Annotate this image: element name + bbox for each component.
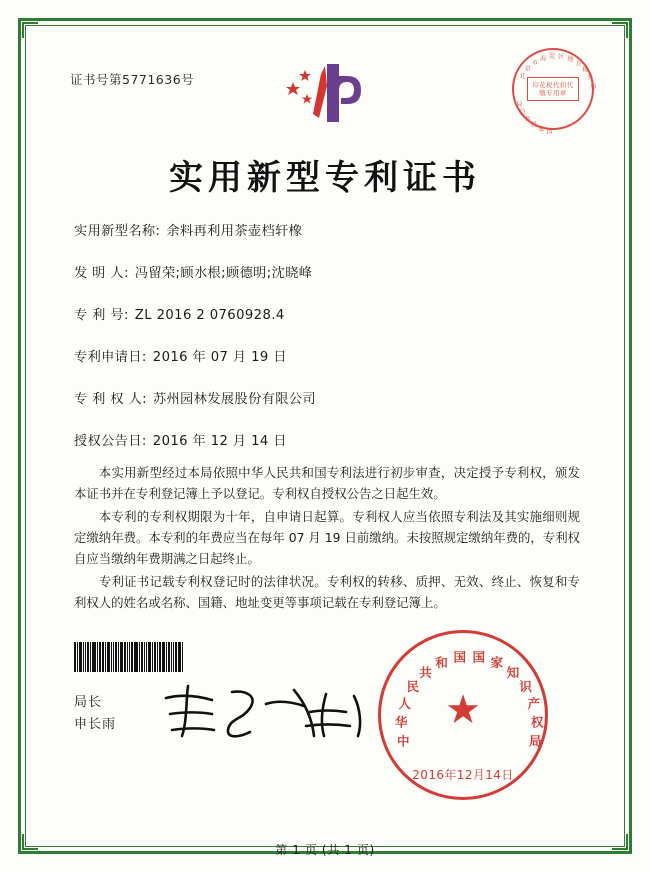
field-label: 实用新型名称: [74,224,161,239]
legal-text-block [74,462,580,615]
national-seal-icon: 中 华 人 民 共 和 国 国 家 知 识 产 权 局 ★ 2016年12月14日 [378,630,548,800]
tax-stamp-inner-text: 印花税代扣代缴专用章 [527,77,579,101]
field-value: ZL 2016 2 0760928.4 [134,308,285,323]
field-label: 专利申请日: [74,350,147,365]
barcode [74,642,192,672]
field-value: 冯留荣;顾水根;顾德明;沈晓峰 [134,266,313,281]
certificate-content [46,42,604,830]
field-value: 苏州园林发展股份有限公司 [152,392,317,407]
field-value: 2016 年 07 月 19 日 [152,350,287,365]
page-title: 实用新型专利证书 [169,158,481,198]
signature-name: 申长雨 [74,717,117,732]
field-list [74,220,584,472]
page-footer: 第 1 页 (共 1 页) [275,843,375,857]
field-row-patentee [74,388,584,407]
handwritten-signature-icon [154,678,374,748]
corner-ornament-top-right [612,22,628,38]
legal-paragraph: 专利证书记载专利权登记时的法律状况。专利权的转移、质押、无效、终止、恢复和专利权人的姓名或名称、国籍、地址变更等事项记载在专利登记簿上。 [74,574,580,610]
legal-paragraph: 本专利的专利权期限为十年，自申请日起算。专利权人应当依照专利法及其实施细则规定缴纳年费。本专利的年费应当在每年 07 月 19 日前缴纳。未按照规定缴纳年费的，专利权自应当缴纳年费期满之日起终止。 [74,509,580,566]
field-row-patent-number [74,304,584,323]
seal-date: 2016年12月14日 [412,768,514,782]
signature-block [74,692,116,736]
seal-star-icon: ★ [445,687,481,734]
field-label: 授权公告日: [74,434,147,449]
corner-ornament-top-left [22,22,38,38]
tax-stamp-icon [512,48,597,136]
tax-stamp-ring-text: 北 京 市 海 淀 区 地 方 税 务 局 国 家 税 务 总 局 [516,53,597,136]
field-value: 2016 年 12 月 14 日 [152,434,287,449]
field-label: 专 利 权 人: [74,392,147,407]
field-row-application-date [74,346,584,365]
field-row-grant-date [74,430,584,449]
certificate-number: 证书号第5771636号 [70,72,195,87]
field-row-name [74,220,584,239]
field-value: 余料再利用茶壶档轩橡 [166,224,303,239]
field-row-inventors [74,262,584,281]
patent-office-logo-icon [265,56,385,128]
field-label: 发 明 人: [74,266,129,281]
field-label: 专 利 号: [74,308,129,323]
legal-paragraph: 本实用新型经过本局依照中华人民共和国专利法进行初步审查，决定授予专利权，颁发本证书并在专利登记簿上予以登记。专利权自授权公告之日起生效。 [74,465,580,501]
signature-role-label: 局长 [74,695,103,710]
